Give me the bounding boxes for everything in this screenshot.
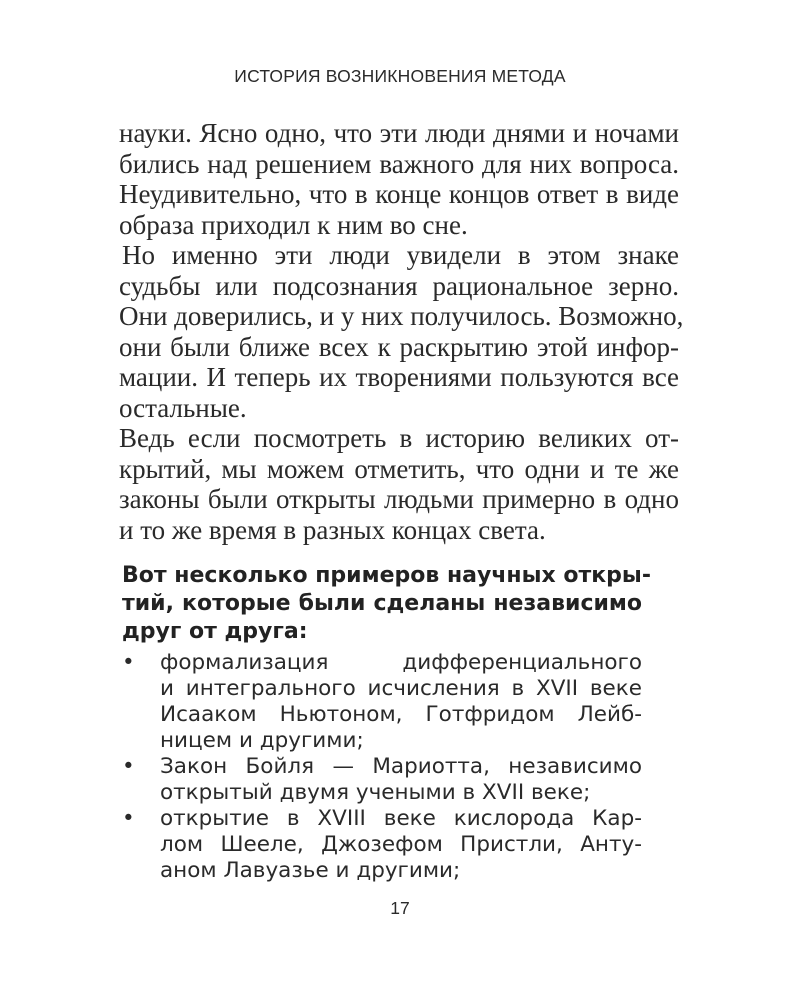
text-line: остальные. bbox=[119, 392, 247, 423]
list-item-line: открытый двумя учеными в XVII веке; bbox=[160, 780, 591, 805]
heading-line: тий, которые были сделаны независимо bbox=[122, 591, 642, 616]
list-item bbox=[122, 806, 642, 884]
section-heading bbox=[122, 562, 651, 646]
text-line: крытий, мы можем отметить, что одни и те же bbox=[119, 453, 679, 484]
list-item-line: ницем и другими; bbox=[160, 728, 364, 753]
page-number: 17 bbox=[390, 898, 410, 918]
text-line: и то же время в разных концах света. bbox=[119, 514, 546, 545]
bullet-icon: • bbox=[122, 650, 135, 675]
heading-line: друг от друга: bbox=[122, 619, 308, 644]
list-item bbox=[122, 754, 642, 806]
text-line: они были ближе всех к раскрытию этой инфор- bbox=[119, 331, 679, 362]
running-head: ИСТОРИЯ ВОЗНИКНОВЕНИЯ МЕТОДА bbox=[234, 66, 566, 86]
paragraph-3 bbox=[119, 423, 679, 545]
list-item-line: и интегрального исчисления в XVII веке bbox=[160, 676, 642, 701]
text-line: Неудивительно, что в конце концов ответ в виде bbox=[119, 179, 679, 209]
list-item-line: открытие в XVIII веке кислорода Кар- bbox=[160, 806, 642, 831]
list-item-line: Закон Бойля — Мариотта, независимо bbox=[160, 754, 642, 779]
paragraph-2 bbox=[119, 240, 684, 423]
text-line: Ведь если посмотреть в историю великих от- bbox=[119, 423, 679, 453]
paragraph-1 bbox=[119, 118, 679, 240]
text-line: науки. Ясно одно, что эти люди днями и ночами bbox=[119, 118, 679, 148]
text-line: мации. И теперь их творениями пользуются все bbox=[119, 362, 679, 392]
list-item-line: аном Лавуазье и другими; bbox=[160, 858, 461, 883]
examples-list bbox=[122, 650, 642, 884]
list-item bbox=[122, 650, 642, 754]
heading-line: Вот несколько примеров научных откры- bbox=[122, 563, 651, 588]
text-line bbox=[119, 240, 679, 271]
text-line: бились над решением важного для них вопроса. bbox=[119, 148, 679, 179]
text-line: судьбы или подсознания рациональное зерно. bbox=[119, 270, 679, 301]
text-line: законы были открыты людьми примерно в одно bbox=[119, 484, 679, 514]
text-line: Они доверились, и у них получилось. Возможно, bbox=[119, 301, 684, 331]
text-line-content: Но именно эти люди увидели в этом знаке bbox=[122, 240, 679, 270]
list-item-line: формализация дифференциального bbox=[160, 650, 642, 675]
list-item-line: лом Шееле, Джозефом Пристли, Анту- bbox=[160, 832, 642, 857]
text-line: образа приходил к ним во сне. bbox=[119, 209, 468, 240]
bullet-icon: • bbox=[122, 806, 135, 831]
bullet-icon: • bbox=[122, 754, 135, 779]
body-text bbox=[119, 118, 684, 545]
list-item-line: Исааком Ньютоном, Готфридом Лейб- bbox=[160, 702, 642, 727]
